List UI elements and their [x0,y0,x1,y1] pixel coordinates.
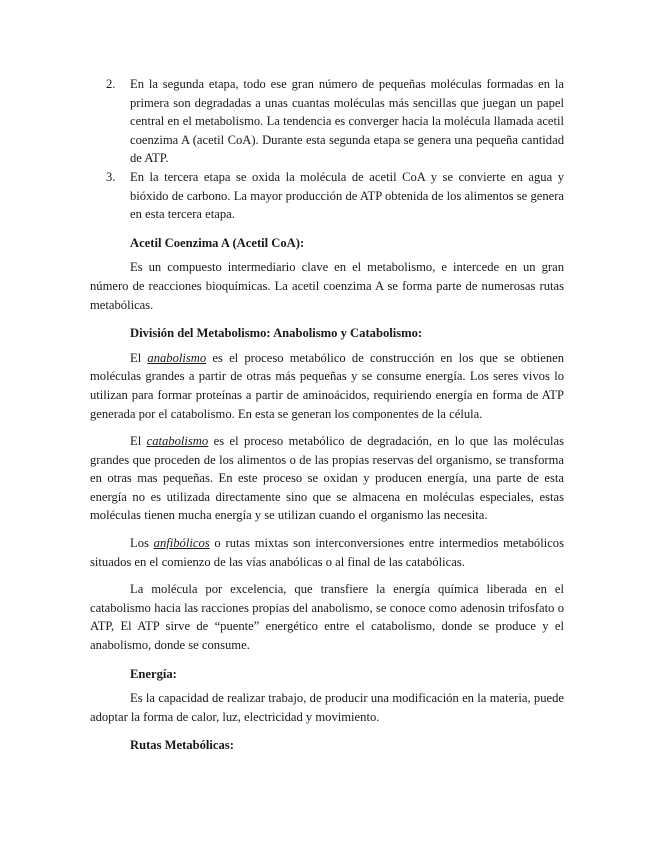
catabolismo-prefix: El [130,434,147,449]
list-item [90,168,564,224]
anabolismo-paragraph [90,349,564,423]
anabolismo-text: es el proceso metabólico de construcción en los que se obtienen moléculas grandes a partir de otras más pequeñas y se consume energía. Los seres vivos lo utilizan para formar proteínas a partir de aminoácidos, requiriendo energía en forma de ATP generada por el catabolismo. En esta se generan los componentes de la célula. [90,350,565,421]
catabolismo-term: catabolismo [146,434,209,449]
catabolismo-text: es el proceso metabólico de degradación, en lo que las moléculas grandes que proceden de los alimentos o de las propias reservas del organismo, se transforma en otras mas pequeñas. En este proceso se oxidan y producen energía, una parte de esta energía no es utilizada directamente sino que se almacena en moléculas especiales, estas moléculas tienen mucha energía y se utilizan cuando el organismo las necesita. [90,434,564,523]
rutas-heading: Rutas Metabólicas: [130,738,234,753]
list-item-number: 3. [106,169,116,184]
energia-heading: Energía: [130,666,177,681]
list-item-number: 2. [106,77,116,91]
division-heading: División del Metabolismo: Anabolismo y Catabolismo: [130,326,423,341]
energia-paragraph: Es la capacidad de realizar trabajo, de producir una modificación en la materia, puede adoptar la forma de calor, luz, electricidad y movimiento. [90,691,564,724]
anfibolicos-prefix: Los [130,536,154,551]
acetil-paragraph: Es un compuesto intermediario clave en el metabolismo, e intercede en un gran número de reacciones bioquímicas. La acetil coenzima A se forma parte de numerosas rutas metabólicas. [90,260,564,312]
list-item-text: En la tercera etapa se oxida la molécula de acetil CoA y se convierte en agua y bióxido de carbono. La mayor producción de ATP obtenida de los alimentos se genera en esta tercera etapa. [130,169,564,222]
anabolismo-term: anabolismo [147,350,207,365]
anfibolicos-text: o rutas mixtas son interconversiones entre intermedios metabólicos situados en el comienzo de las vías anabólicas o al final de las catabólicas. [90,536,564,569]
atp-paragraph: La molécula por excelencia, que transfiere la energía química liberada en el catabolismo hacia las racciones propias del anabolismo, se conoce como adenosin trifosfato o ATP, El ATP sirve de “puente” energético entre el catabolismo, donde se produce y el anabolismo, donde se consume. [90,582,564,653]
acetil-heading: Acetil Coenzima A (Acetil CoA): [130,235,305,250]
anfibolicos-paragraph [90,534,564,571]
list-item [90,75,564,168]
catabolismo-paragraph [90,432,564,525]
anabolismo-prefix: El [130,350,148,365]
list-item-text: En la segunda etapa, todo ese gran número de pequeñas moléculas formadas en la primera son degradadas a unas cuantas moléculas más sencillas que juegan un papel central en el metabolismo. La tendencia es converger hacia la molécula llamada acetil coenzima A (acetil CoA). Durante esta segunda etapa se genera una pequeña cantidad de ATP. [130,77,564,166]
numbered-list [90,75,564,224]
anfibolicos-term: anfibólicos [153,536,210,551]
page-content [90,75,564,761]
